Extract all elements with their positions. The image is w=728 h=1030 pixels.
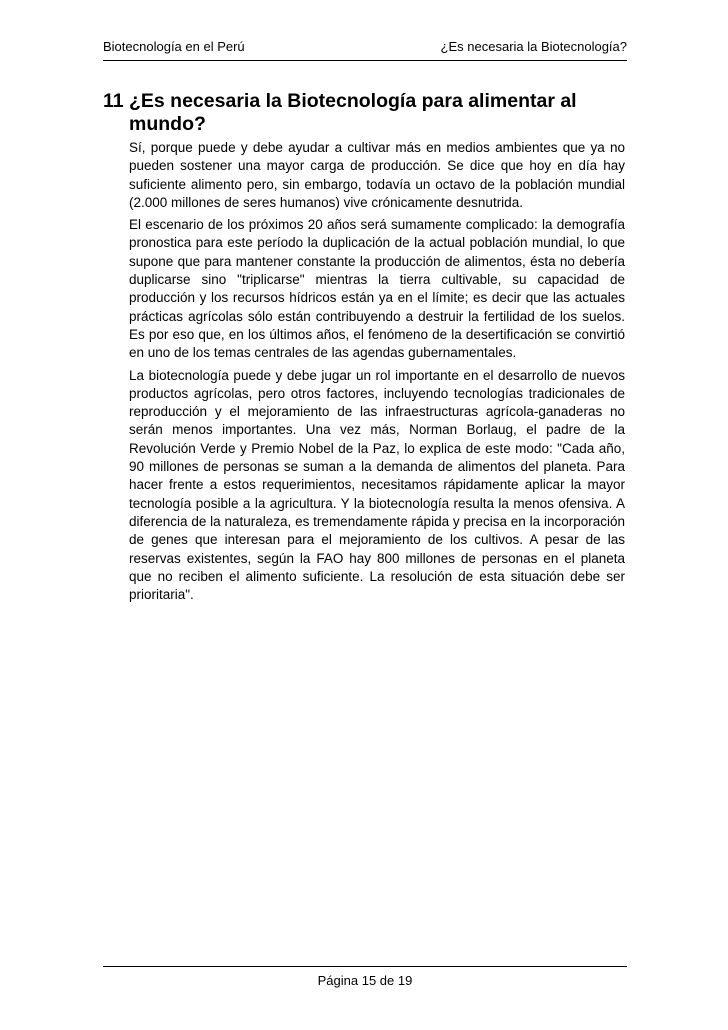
paragraph-1: Sí, porque puede y debe ayudar a cultivar más en medios ambientes que ya no pueden sostener una mayor carga de producción. Se dice que hoy en día hay suficiente alimento pero, sin embargo, todavía un octavo de la población mundial (2.000 millones de seres humanos) vive crónicamente desnutrida.	[129, 140, 625, 210]
section-body	[129, 139, 625, 608]
header-document-title: Biotecnología en el Perú	[103, 39, 245, 54]
header-chapter-title: ¿Es necesaria la Biotecnología?	[440, 39, 627, 54]
page-header	[103, 36, 627, 61]
page-footer	[103, 966, 627, 988]
section-heading	[103, 90, 623, 136]
section-number: 11	[103, 90, 124, 112]
paragraph-3: La biotecnología puede y debe jugar un rol importante en el desarrollo de nuevos productos agrícolas, pero otros factores, incluyendo tecnologías tradicionales de reproducción y el mejoramiento de las infraestructuras agrícola-ganaderas no serán menos importantes. Una vez más, Norman Borlaug, el padre de la Revolución Verde y Premio Nobel de la Paz, lo explica de este modo: "Cada año, 90 millones de personas se suman a la demanda de alimentos del planeta. Para hacer frente a estos requerimientos, necesitamos rápidamente aplicar la mayor tecnología posible a la agricultura. Y la biotecnología resulta la menos ofensiva. A diferencia de la naturaleza, es tremendamente rápida y precisa en la incorporación de genes que interesan para el mejoramiento de los cultivos. A pesar de las reservas existentes, según la FAO hay 800 millones de personas en el planeta que no reciben el alimento suficiente. La resolución de esta situación debe ser prioritaria".	[129, 367, 625, 603]
page-number: Página 15 de 19	[317, 973, 413, 988]
section-title: ¿Es necesaria la Biotecnología para alimentar al mundo?	[129, 90, 577, 135]
paragraph-2: El escenario de los próximos 20 años será sumamente complicado: la demografía pronostica para este período la duplicación de la actual población mundial, lo que supone que para mantener constante la producción de alimentos, ésta no debería duplicarse sino "triplicarse" mientras la tierra cultivable, su capacidad de producción y los recursos hídricos están ya en el límite; es decir que las actuales prácticas agrícolas sólo están contribuyendo a destruir la fertilidad de los suelos. Es por eso que, en los últimos años, el fenómeno de la desertificación se convirtió en uno de los temas centrales de las agendas gubernamentales.	[129, 217, 625, 361]
